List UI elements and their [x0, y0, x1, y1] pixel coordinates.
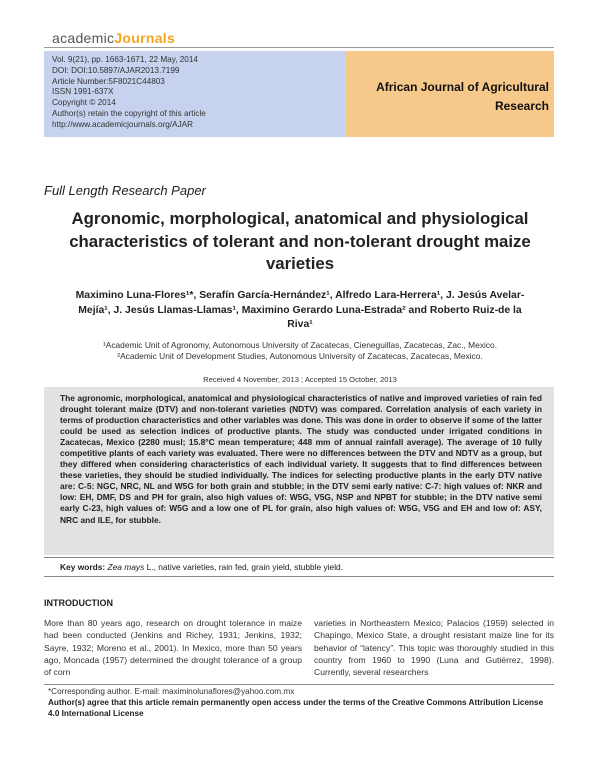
- corresponding-author: *Corresponding author. E-mail: maximinolunaflores@yahoo.com.mx: [48, 687, 295, 696]
- meta-copyright: Copyright © 2014: [52, 98, 116, 108]
- article-meta: [52, 55, 206, 131]
- paper-type: Full Length Research Paper: [44, 183, 206, 198]
- journal-name: [354, 78, 549, 116]
- meta-rights: Author(s) retain the copyright of this article: [52, 108, 206, 118]
- received-dates: Received 4 November, 2013 ; Accepted 15 October, 2013: [203, 375, 397, 384]
- affiliation-1: ¹Academic Unit of Agronomy, Autonomous University of Zacatecas, Cieneguillas, Zacatecas, Zac., Mexico.: [102, 340, 498, 350]
- paper-title: Agronomic, morphological, anatomical and physiological characteristics of tolerant and non-tolerant drought maize varieties: [69, 209, 531, 273]
- license-notice: Author(s) agree that this article remain permanently open access under the terms of the Creative Commons Attribution License 4.0 International License: [48, 697, 544, 718]
- meta-url[interactable]: http://www.academicjournals.org/AJAR: [52, 119, 194, 129]
- logo-journals: Journals: [114, 30, 176, 46]
- keywords: [60, 562, 343, 572]
- meta-issn: ISSN 1991-637X: [52, 87, 114, 97]
- footnote: [48, 687, 548, 719]
- header-divider: [44, 47, 554, 48]
- footnote-rule: [44, 684, 554, 685]
- abstract-text: The agronomic, morphological, anatomical and physiological characteristics of native and improved varieties of rain fed drought tolerant maize (DTV) and non-tolerant varieties (NDTV) was compared. Correlation analysis of each variety in terms of production characteristics and other variables was done. This was done in order to observe if some of the latter could be used as selection indices of productive plants. The study was conducted under irrigated conditions in Zacatecas, Mexico (2280 musl; 15.8°C mean temperature; 448 mm of annual rainfall average). The average of 10 fully competitive plants of each variety was evaluated. There were no differences between the DTV and NDTV as a group, but they differed when considering characteristics of each individual variety. It suggests that to find differences between these varieties, they should be studied individually. The indices for selecting productive plants in the early DTV native are: C-5: NGC, NRC, NL and W5G for both grain and stubble; in the DTV semi early native: C-7: high values of: NKR and low: EH, DMF, DS and PH for grain, also high values of: W5G, V5G, NSP and NPBT for stubble; in the DTV native semi early C-23, high values of: W5G and a low one of PL for grain, also high values of: W5G, V5G and EH and low of: ASY, NRC and ILE, for stubble.: [60, 393, 542, 525]
- introduction-column-2: varieties in Northeastern Mexico; Palacios (1959) selected in Chapingo, Mexico State, a drought resistant maize line for its behavior of “latency”. This topic was thoroughly studied in this country from 1960 to 1990 (Luna and Gutiérrez, 1998). Currently, several researchers: [314, 618, 554, 678]
- introduction-heading: INTRODUCTION: [44, 598, 113, 608]
- meta-doi: DOI: DOI:10.5897/AJAR2013.7199: [52, 65, 180, 75]
- author-list: Maximino Luna-Flores¹*, Serafín García-Hernández¹, Alfredo Lara-Herrera¹, J. Jesús Avelar- Mejía¹, J. Jesús Llamas-Llamas¹, Maximino Gerardo Luna-Estrada² and Roberto Ruiz-de la Riva¹: [75, 290, 525, 331]
- affiliation-2: ²Academic Unit of Development Studies, Autonomous University of Zacatecas, Zacatecas, Mexico.: [117, 350, 483, 361]
- meta-article-number: Article Number:5F8021C44803: [52, 76, 165, 86]
- keywords-rule-top: [44, 557, 554, 558]
- introduction-column-1: More than 80 years ago, research on drought tolerance in maize had been conducted (Jenkins and Richey, 1931; Jenkins, 1932; Sayre, 1932; Moreno et al., 2001). In Mexico, more than 50 years ago, Moncada (1957) determined the drought tolerance of a group of corn: [44, 618, 302, 678]
- logo-academic: academic: [52, 30, 115, 46]
- affiliations: [60, 340, 540, 362]
- journal-name-line2: Research: [494, 99, 549, 113]
- meta-volume: Vol. 9(21), pp. 1663-1671, 22 May, 2014: [52, 55, 198, 64]
- keywords-species: Zea mays: [107, 562, 145, 572]
- keywords-label: Key words:: [60, 562, 106, 572]
- keywords-rule-bottom: [44, 576, 554, 577]
- journal-name-line1: African Journal of Agricultural: [376, 80, 549, 94]
- keywords-list: L., native varieties, rain fed, grain yield, stubble yield.: [144, 562, 344, 572]
- publisher-logo: [52, 30, 175, 46]
